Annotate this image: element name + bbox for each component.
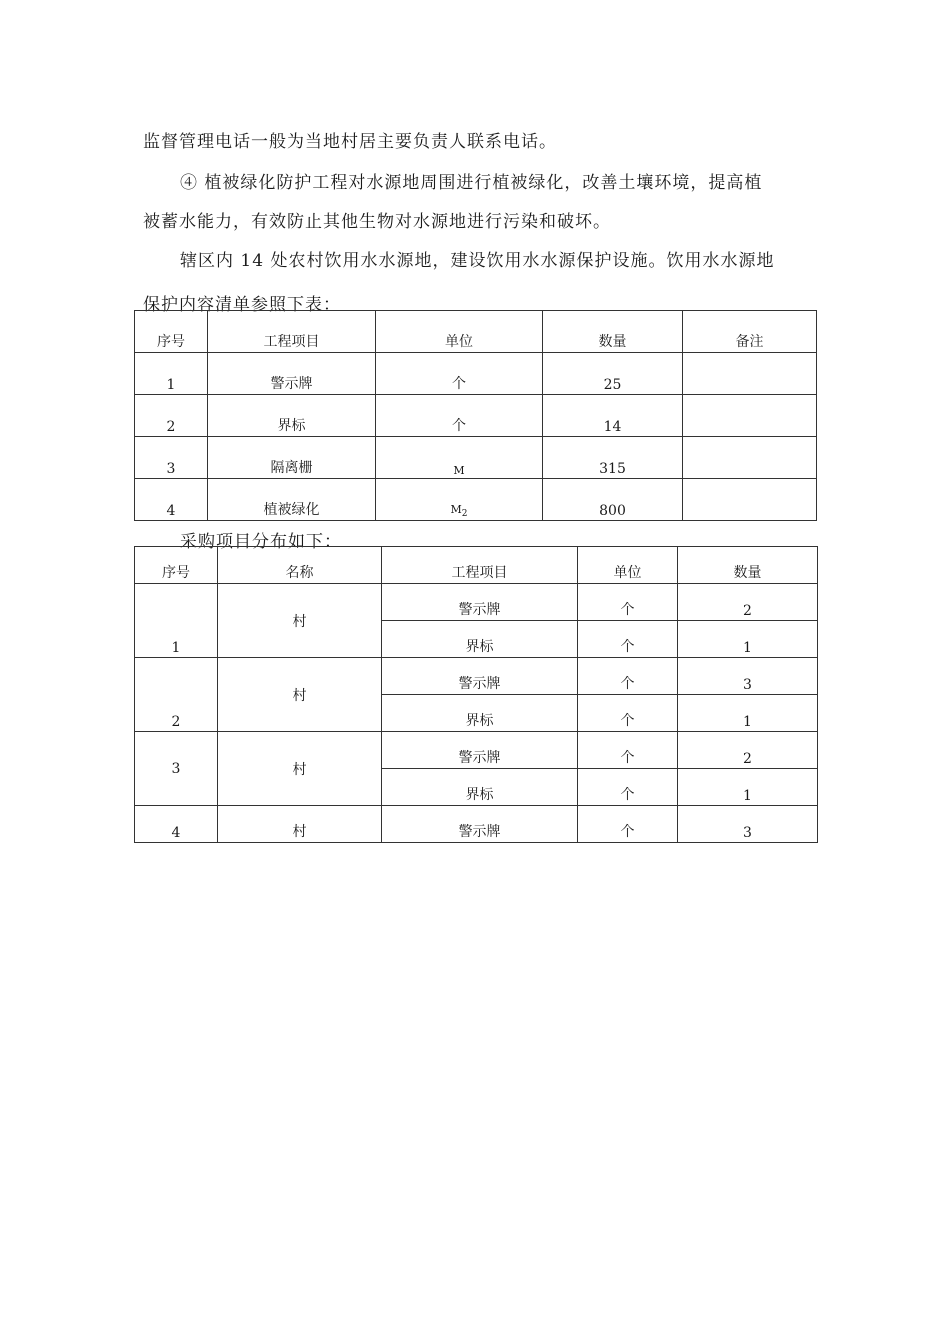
table-cell: 个	[578, 584, 678, 621]
table-cell: 1	[678, 621, 818, 658]
village-name-cell: 村	[218, 658, 382, 732]
table-row	[135, 732, 818, 769]
table-row	[135, 658, 818, 695]
table-cell: 2	[135, 395, 208, 437]
header-cell: 单位	[376, 311, 543, 353]
table-cell: 警示牌	[208, 353, 376, 395]
table-row	[135, 395, 817, 437]
table-header-row	[135, 311, 817, 353]
table-cell: 3	[678, 658, 818, 695]
table-header-row	[135, 547, 818, 584]
table-cell	[683, 353, 817, 395]
table-row	[135, 353, 817, 395]
header-cell: 工程项目	[382, 547, 578, 584]
table-cell: 界标	[382, 695, 578, 732]
table-row	[135, 437, 817, 479]
table-cell	[683, 395, 817, 437]
table-cell: 界标	[382, 769, 578, 806]
table-cell: 个	[376, 395, 543, 437]
table-cell: 个	[376, 353, 543, 395]
table-cell: 个	[578, 658, 678, 695]
table-cell: 2	[678, 584, 818, 621]
table-cell	[683, 479, 817, 521]
header-cell: 数量	[678, 547, 818, 584]
header-cell: 序号	[135, 311, 208, 353]
header-cell: 备注	[683, 311, 817, 353]
table-cell: 3	[678, 806, 818, 843]
table-cell: 个	[578, 732, 678, 769]
table-cell: 3	[135, 437, 208, 479]
header-cell: 工程项目	[208, 311, 376, 353]
table-cell: 警示牌	[382, 584, 578, 621]
unit-subscript: 2	[461, 509, 468, 519]
table-row	[135, 806, 818, 843]
procurement-distribution-table	[134, 546, 818, 843]
table-cell: 315	[543, 437, 683, 479]
paragraph-line: 被蓄水能力，有效防止其他生物对水源地进行污染和破坏。	[143, 212, 611, 232]
table-cell	[683, 437, 817, 479]
table-cell: 4	[135, 479, 208, 521]
table-cell: 2	[678, 732, 818, 769]
table-cell	[376, 479, 543, 521]
unit-text: M	[450, 502, 462, 516]
table-cell: 个	[578, 769, 678, 806]
header-cell: 序号	[135, 547, 218, 584]
header-cell: 名称	[218, 547, 382, 584]
header-cell: 单位	[578, 547, 678, 584]
table-row	[135, 479, 817, 521]
row-number-cell: 3	[135, 732, 218, 806]
table-cell: 警示牌	[382, 732, 578, 769]
table-cell: 25	[543, 353, 683, 395]
table-cell: 个	[578, 695, 678, 732]
village-name-cell: 村	[218, 732, 382, 806]
paragraph-line: 采购项目分布如下：	[180, 532, 342, 552]
header-cell: 数量	[543, 311, 683, 353]
paragraph-line: ④ 植被绿化防护工程对水源地周围进行植被绿化，改善土壤环境，提高植	[180, 173, 763, 193]
table-row	[135, 584, 818, 621]
paragraph-line: 保护内容清单参照下表：	[143, 295, 341, 315]
table-cell: 1	[678, 769, 818, 806]
table-cell: M	[376, 437, 543, 479]
table-cell: 警示牌	[382, 658, 578, 695]
row-number-cell: 2	[135, 658, 218, 732]
table-cell: 1	[678, 695, 818, 732]
table-cell: 800	[543, 479, 683, 521]
table-cell: 警示牌	[382, 806, 578, 843]
table-cell: 界标	[208, 395, 376, 437]
table-cell: 界标	[382, 621, 578, 658]
table-cell: 14	[543, 395, 683, 437]
paragraph-line: 监督管理电话一般为当地村居主要负责人联系电话。	[143, 132, 557, 152]
paragraph-line: 辖区内 14 处农村饮用水水源地，建设饮用水水源保护设施。饮用水水源地	[180, 251, 775, 271]
village-name-cell: 村	[218, 806, 382, 843]
table-cell: 植被绿化	[208, 479, 376, 521]
row-number-cell: 4	[135, 806, 218, 843]
table-cell: 隔离栅	[208, 437, 376, 479]
table-cell: 个	[578, 806, 678, 843]
village-name-cell: 村	[218, 584, 382, 658]
row-number-cell: 1	[135, 584, 218, 658]
table-cell: 个	[578, 621, 678, 658]
table-cell: 1	[135, 353, 208, 395]
protection-items-table	[134, 310, 817, 521]
